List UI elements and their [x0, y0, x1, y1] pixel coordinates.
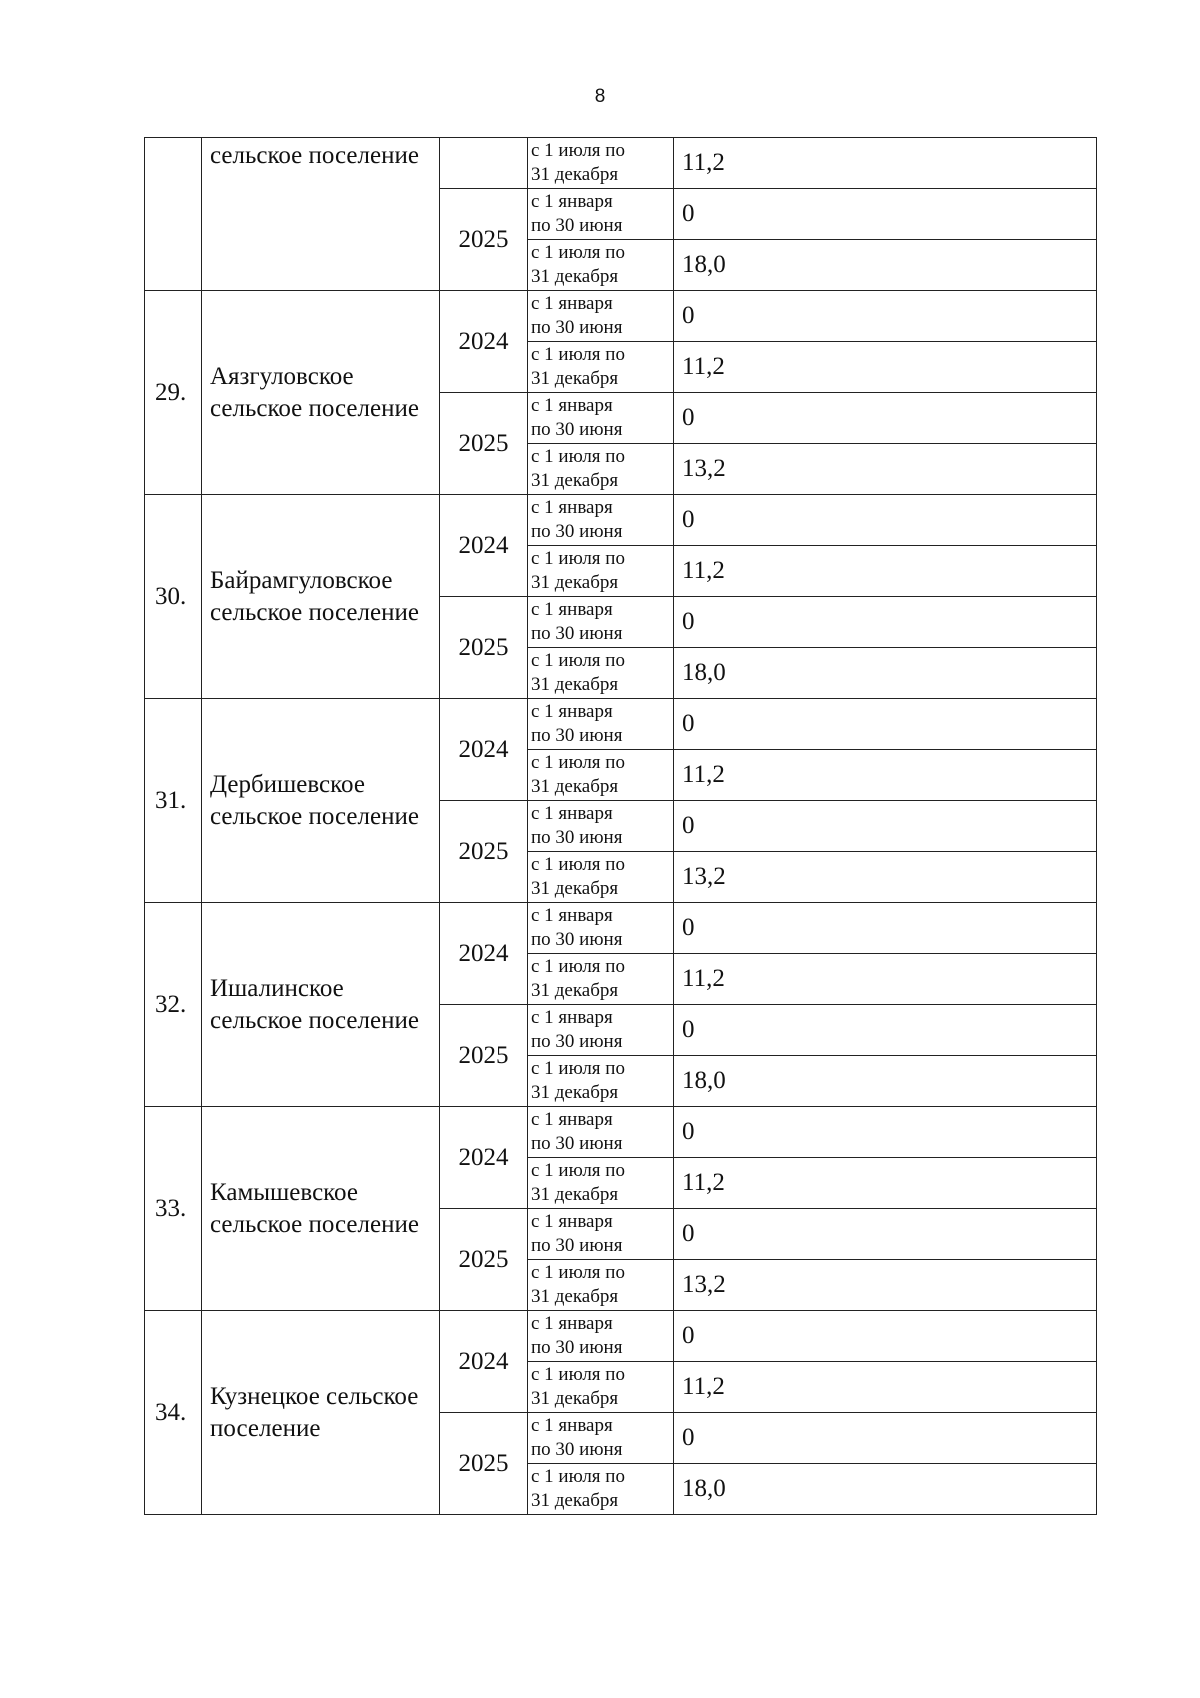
period-cell — [528, 1362, 674, 1413]
table-row — [145, 1107, 1097, 1158]
period-line-1: с 1 января — [531, 395, 613, 416]
value-cell: 0 — [674, 1311, 1097, 1362]
period-line-2: по 30 июня — [531, 1031, 623, 1052]
period-line-2: 31 декабря — [531, 1286, 619, 1307]
year-cell: 2025 — [440, 393, 528, 495]
period-line-2: 31 декабря — [531, 878, 619, 899]
value-cell: 18,0 — [674, 648, 1097, 699]
period-line-1: с 1 января — [531, 293, 613, 314]
period-line-2: 31 декабря — [531, 164, 619, 185]
value-cell: 0 — [674, 699, 1097, 750]
value-cell: 0 — [674, 801, 1097, 852]
value-cell: 11,2 — [674, 342, 1097, 393]
period-line-1: с 1 июля по — [531, 854, 625, 875]
period-line-1: с 1 июля по — [531, 1364, 625, 1385]
value-cell: 0 — [674, 291, 1097, 342]
value-cell: 0 — [674, 1107, 1097, 1158]
row-number: 34. — [145, 1311, 202, 1515]
value-cell: 11,2 — [674, 546, 1097, 597]
period-line-1: с 1 января — [531, 1211, 613, 1232]
value-cell: 13,2 — [674, 1260, 1097, 1311]
period-line-1: с 1 января — [531, 599, 613, 620]
year-cell: 2024 — [440, 1311, 528, 1413]
year-cell: 2024 — [440, 699, 528, 801]
period-line-1: с 1 июля по — [531, 1466, 625, 1487]
period-cell — [528, 1209, 674, 1260]
value-cell: 18,0 — [674, 240, 1097, 291]
settlement-name: Аязгуловское сельское поселение — [202, 291, 440, 495]
period-line-2: по 30 июня — [531, 521, 623, 542]
period-cell — [528, 903, 674, 954]
period-cell — [528, 291, 674, 342]
year-cell: 2025 — [440, 801, 528, 903]
value-cell: 0 — [674, 1413, 1097, 1464]
value-cell: 11,2 — [674, 750, 1097, 801]
value-cell: 13,2 — [674, 852, 1097, 903]
period-line-1: с 1 июля по — [531, 1058, 625, 1079]
settlement-name: Кузнецкое сельское поселение — [202, 1311, 440, 1515]
period-line-2: 31 декабря — [531, 368, 619, 389]
period-line-2: 31 декабря — [531, 1490, 619, 1511]
value-cell: 0 — [674, 495, 1097, 546]
period-line-2: 31 декабря — [531, 572, 619, 593]
value-cell: 11,2 — [674, 1362, 1097, 1413]
period-line-2: по 30 июня — [531, 1235, 623, 1256]
period-cell — [528, 1413, 674, 1464]
period-line-1: с 1 июля по — [531, 242, 625, 263]
table-row — [145, 495, 1097, 546]
period-cell — [528, 1260, 674, 1311]
year-cell: 2025 — [440, 1005, 528, 1107]
year-cell: 2025 — [440, 1209, 528, 1311]
row-number-cell — [145, 138, 202, 291]
year-cell: 2024 — [440, 291, 528, 393]
period-line-2: 31 декабря — [531, 1184, 619, 1205]
period-line-2: 31 декабря — [531, 674, 619, 695]
settlement-name: Камышевское сельское поселение — [202, 1107, 440, 1311]
table-row — [145, 699, 1097, 750]
period-line-1: с 1 января — [531, 701, 613, 722]
period-line-1: с 1 января — [531, 497, 613, 518]
period-cell — [528, 1056, 674, 1107]
period-line-1: с 1 июля по — [531, 650, 625, 671]
period-line-2: по 30 июня — [531, 1337, 623, 1358]
period-line-2: по 30 июня — [531, 215, 623, 236]
period-cell — [528, 750, 674, 801]
period-line-2: по 30 июня — [531, 419, 623, 440]
value-cell: 11,2 — [674, 1158, 1097, 1209]
period-line-2: по 30 июня — [531, 317, 623, 338]
period-line-1: с 1 июля по — [531, 548, 625, 569]
period-cell — [528, 444, 674, 495]
row-number: 29. — [145, 291, 202, 495]
year-cell: 2024 — [440, 903, 528, 1005]
period-line-2: по 30 июня — [531, 623, 623, 644]
period-cell — [528, 189, 674, 240]
page-number: 8 — [594, 86, 606, 107]
tariff-table-body — [145, 138, 1097, 1515]
value-cell: 0 — [674, 1209, 1097, 1260]
period-cell — [528, 852, 674, 903]
row-number: 31. — [145, 699, 202, 903]
period-line-2: 31 декабря — [531, 980, 619, 1001]
period-line-1: с 1 июля по — [531, 956, 625, 977]
value-cell: 11,2 — [674, 138, 1097, 189]
period-cell — [528, 597, 674, 648]
value-cell: 0 — [674, 189, 1097, 240]
period-cell — [528, 1107, 674, 1158]
period-cell — [528, 546, 674, 597]
table-row — [145, 291, 1097, 342]
value-cell: 18,0 — [674, 1056, 1097, 1107]
period-line-2: 31 декабря — [531, 266, 619, 287]
period-line-1: с 1 января — [531, 1007, 613, 1028]
period-line-1: с 1 июля по — [531, 140, 625, 161]
period-line-1: с 1 января — [531, 1313, 613, 1334]
table-row — [145, 903, 1097, 954]
period-line-1: с 1 июля по — [531, 446, 625, 467]
period-line-2: по 30 июня — [531, 929, 623, 950]
settlement-name: Ишалинское сельское поселение — [202, 903, 440, 1107]
period-line-1: с 1 июля по — [531, 752, 625, 773]
period-cell — [528, 495, 674, 546]
period-cell — [528, 1005, 674, 1056]
period-cell — [528, 138, 674, 189]
value-cell: 18,0 — [674, 1464, 1097, 1515]
row-number: 32. — [145, 903, 202, 1107]
period-cell — [528, 954, 674, 1005]
settlement-name: Байрамгуловское сельское поселение — [202, 495, 440, 699]
table-row — [145, 138, 1097, 189]
value-cell: 0 — [674, 393, 1097, 444]
period-line-2: 31 декабря — [531, 776, 619, 797]
period-line-2: 31 декабря — [531, 1388, 619, 1409]
year-cell: 2025 — [440, 597, 528, 699]
period-line-2: по 30 июня — [531, 1133, 623, 1154]
year-cell: 2024 — [440, 495, 528, 597]
settlement-name: Дербишевское сельское поселение — [202, 699, 440, 903]
value-cell: 0 — [674, 903, 1097, 954]
year-cell: 2025 — [440, 189, 528, 291]
settlement-name: сельское поселение — [202, 138, 440, 291]
period-line-2: по 30 июня — [531, 1439, 623, 1460]
period-line-1: с 1 января — [531, 191, 613, 212]
period-line-1: с 1 января — [531, 905, 613, 926]
table-row — [145, 1311, 1097, 1362]
year-cell: 2025 — [440, 1413, 528, 1515]
period-cell — [528, 699, 674, 750]
period-line-1: с 1 января — [531, 1109, 613, 1130]
period-cell — [528, 801, 674, 852]
period-line-1: с 1 января — [531, 1415, 613, 1436]
year-cell: 2024 — [440, 1107, 528, 1209]
period-line-1: с 1 января — [531, 803, 613, 824]
period-cell — [528, 648, 674, 699]
row-number: 33. — [145, 1107, 202, 1311]
value-cell: 0 — [674, 597, 1097, 648]
period-cell — [528, 393, 674, 444]
period-line-1: с 1 июля по — [531, 1262, 625, 1283]
period-cell — [528, 240, 674, 291]
period-line-1: с 1 июля по — [531, 1160, 625, 1181]
period-cell — [528, 1311, 674, 1362]
period-line-2: по 30 июня — [531, 827, 623, 848]
period-cell — [528, 1464, 674, 1515]
period-line-1: с 1 июля по — [531, 344, 625, 365]
period-line-2: 31 декабря — [531, 470, 619, 491]
period-cell — [528, 1158, 674, 1209]
period-cell — [528, 342, 674, 393]
tariff-table — [144, 137, 1097, 1515]
year-cell — [440, 138, 528, 189]
period-line-2: по 30 июня — [531, 725, 623, 746]
value-cell: 11,2 — [674, 954, 1097, 1005]
value-cell: 0 — [674, 1005, 1097, 1056]
period-line-2: 31 декабря — [531, 1082, 619, 1103]
value-cell: 13,2 — [674, 444, 1097, 495]
row-number: 30. — [145, 495, 202, 699]
